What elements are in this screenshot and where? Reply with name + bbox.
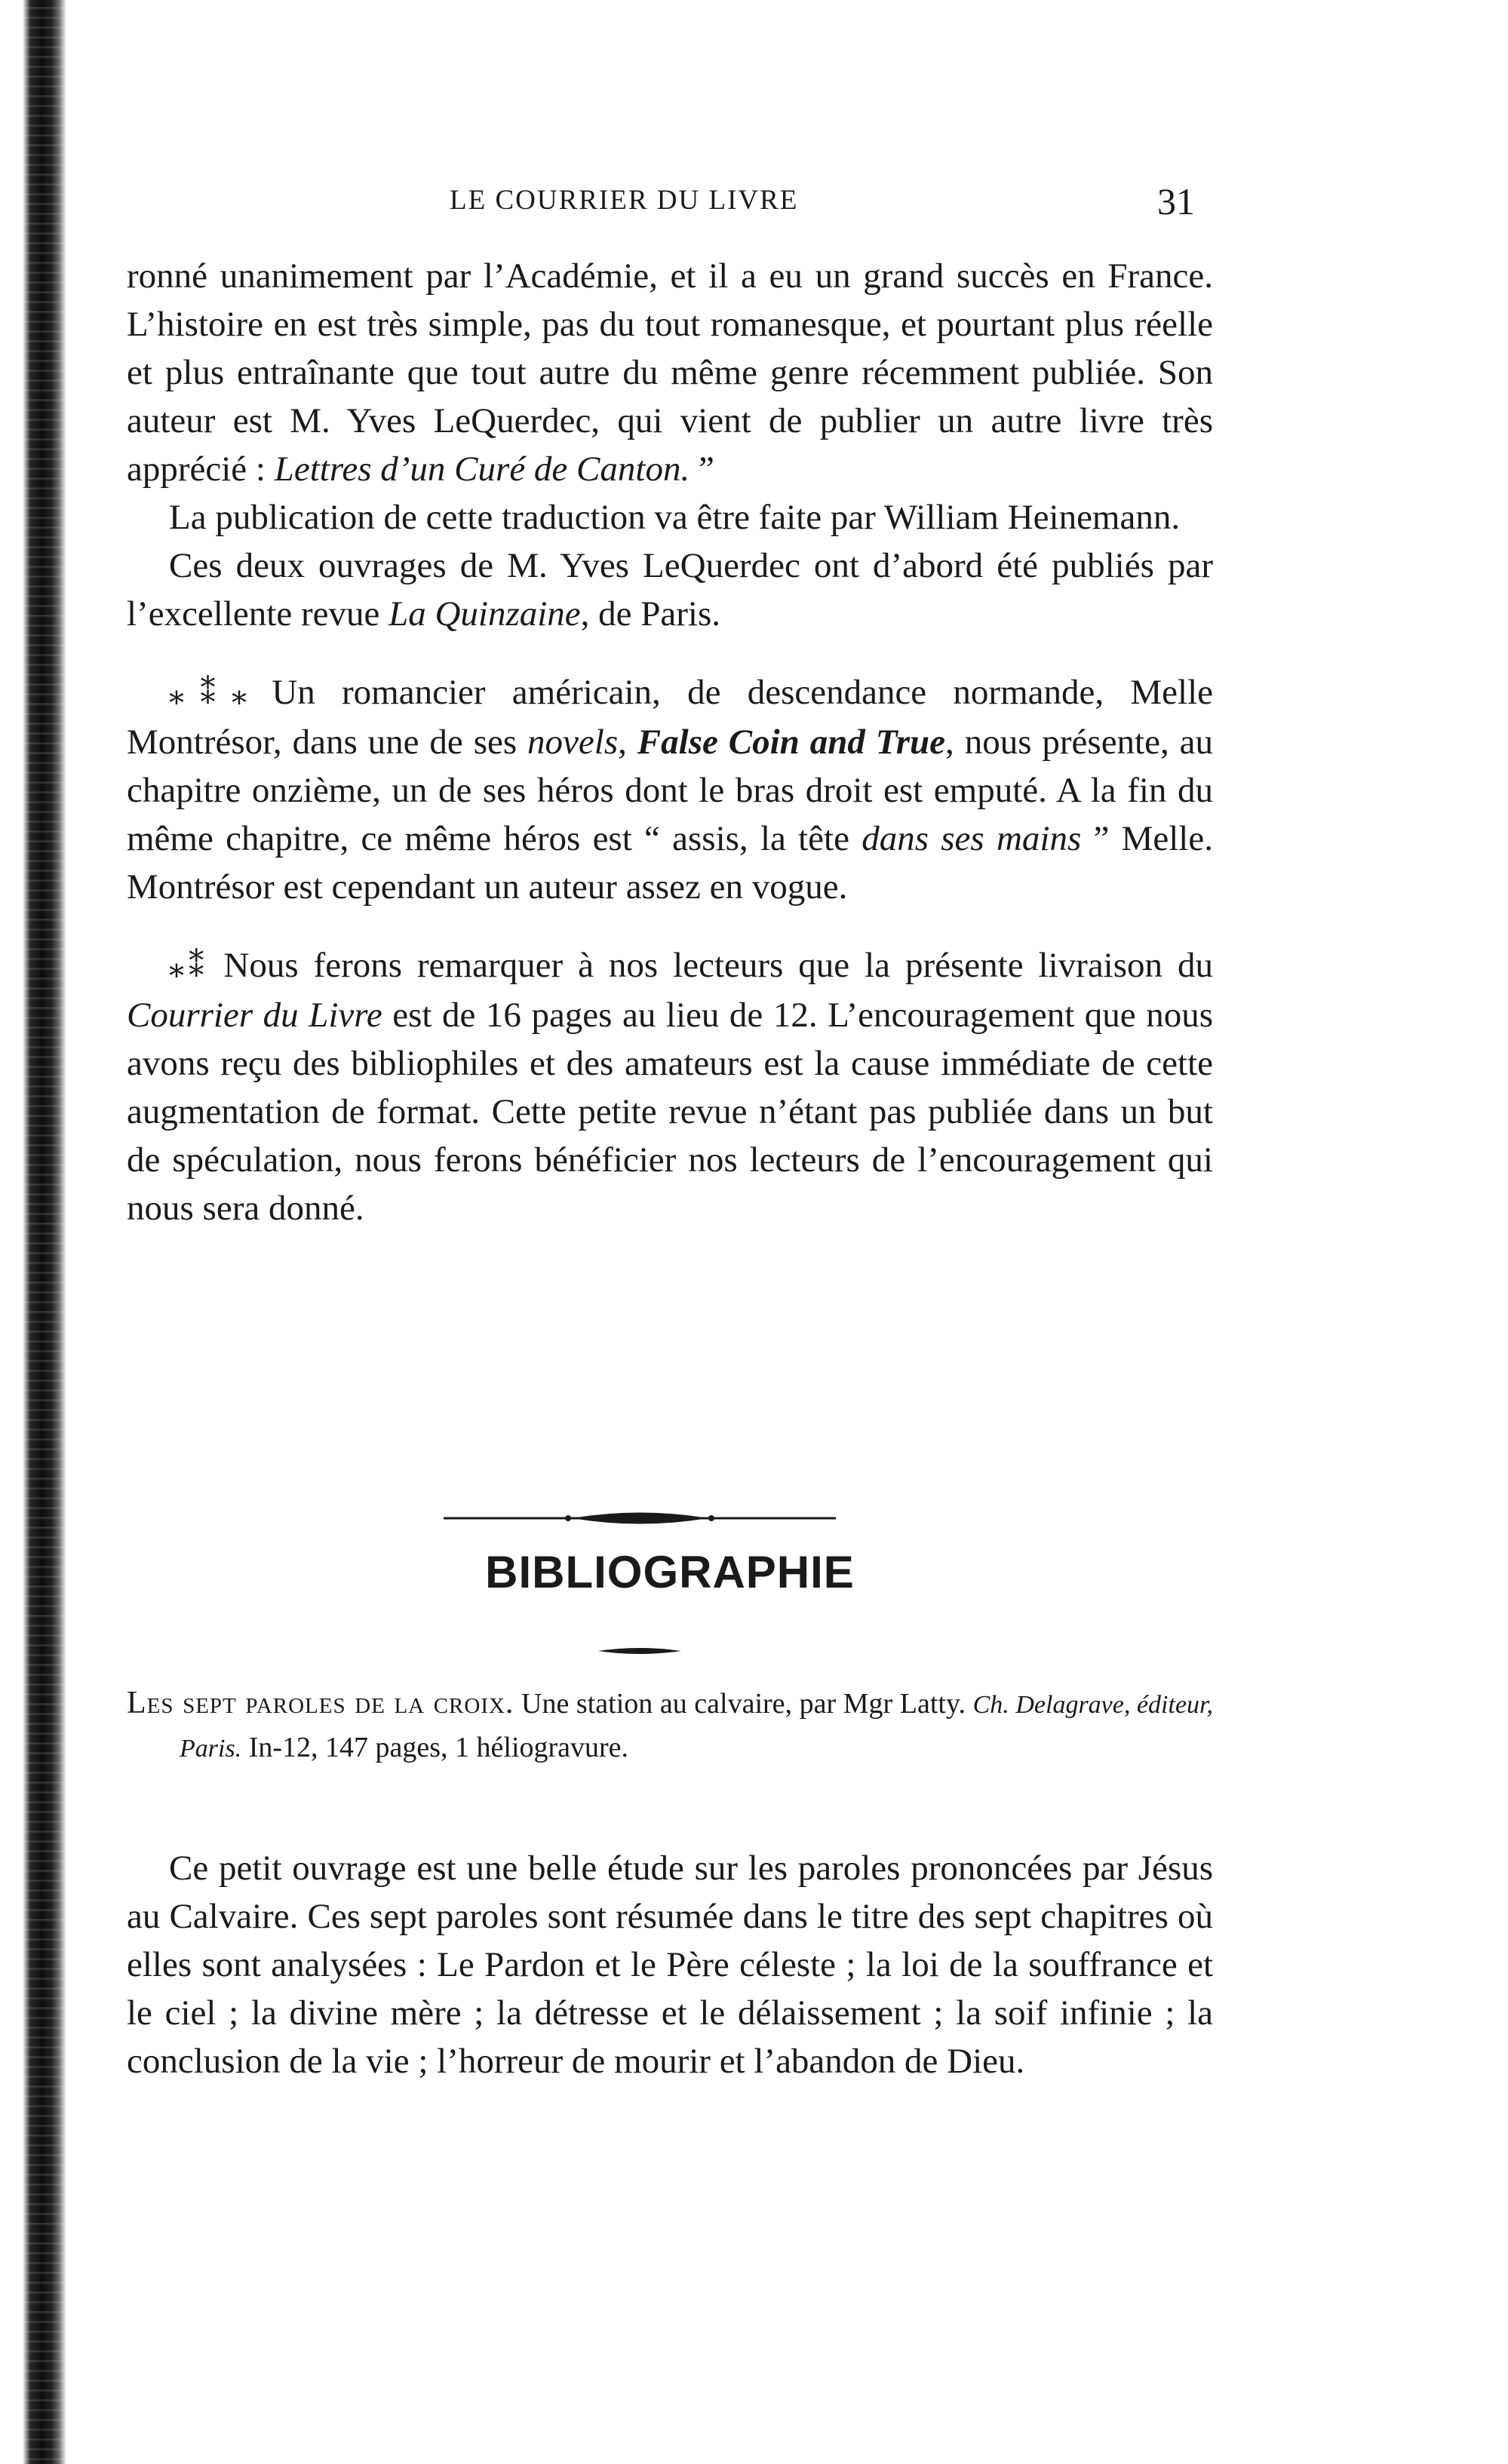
paragraph-4-text-4: ” Melle. Montrésor est cependant un auteur assez en vogue. (127, 819, 1213, 907)
paragraph-3-end: , de Paris. (580, 594, 721, 634)
running-title: LE COURRIER DU LIVRE (450, 185, 799, 216)
paragraph-4-text-1: Un romancier américain, de descendance normande, Melle Montrésor, dans une de ses (127, 673, 1214, 762)
italic-novels: novels (527, 723, 619, 762)
italic-dans-ses-mains: dans ses mains (861, 819, 1082, 858)
paragraph-4 (127, 668, 1213, 911)
asterism: ⁎⁑⁎ (169, 677, 246, 710)
book-title-lettres: Lettres d’un Curé de Canton. (274, 450, 690, 489)
paragraph-2-text: La publication de cette traduction va être faite par William Heinemann. (169, 498, 1181, 537)
entry-subtitle: Une station au calvaire, par Mgr Latty. (514, 1688, 973, 1720)
closing-quote: ” (690, 450, 714, 489)
paragraph-3-text: Ces deux ouvrages de M. Yves LeQuerdec ont d’abord été publiés par l’excellente revue (127, 546, 1213, 634)
running-head (127, 180, 1213, 225)
journal-title: Courrier du Livre (127, 996, 382, 1035)
paragraph-4-text-2: , (618, 723, 637, 762)
bibliography-entry (127, 1682, 1213, 1770)
paragraph-4-text-3: , nous présente, au chapitre onzième, un de ses héros dont le bras droit est emputé. A la fin du même chapitre, ce même héros est “ assis, la tête (127, 723, 1213, 858)
section-heading: BIBLIOGRAPHIE (485, 1547, 855, 1597)
paragraph-3 (127, 542, 1213, 638)
paragraph-1 (127, 252, 1213, 493)
book-title-false-coin: False Coin and True (637, 723, 946, 762)
small-ornament (598, 1646, 681, 1655)
page (127, 0, 1213, 2464)
paragraph-5 (127, 941, 1213, 1232)
paragraph-5-text-1: Nous ferons remarquer à nos lecteurs que la présente livraison du (208, 946, 1213, 985)
revue-title: La Quinzaine (389, 594, 581, 634)
paragraph-1-text: ronné unanimement par l’Académie, et il a eu un grand succès en France. L’histoire en est très simple, pas du tout romanesque, et pourtant plus réelle et plus entraînante que tout autre du même genre récemment publiée. Son auteur est M. Yves LeQuerdec, qui vient de publier un autre livre très apprécié : (127, 256, 1213, 489)
binding-edge (0, 0, 66, 2464)
paragraph-2 (127, 493, 1213, 542)
page-number: 31 (1157, 180, 1195, 222)
paragraph-5-text-2: est de 16 pages au lieu de 12. L’encouragement que nous avons reçu des bibliophiles et des amateurs est la cause immédiate de cette augmentation de format. Cette petite revue n’étant pas publiée dans un but de spéculation, nous ferons bénéficier nos lecteurs de l’encouragement qui nous sera donné. (127, 996, 1213, 1228)
entry-details: In-12, 147 pages, 1 héliogravure. (241, 1732, 629, 1763)
body-text (127, 252, 1213, 1232)
entry-title: Les sept paroles de la croix. (127, 1686, 514, 1720)
asterism: ⁎⁑ (169, 950, 209, 983)
ornament-rule (444, 1507, 836, 1530)
review-paragraph: Ce petit ouvrage est une belle étude sur les paroles prononcées par Jésus au Calvaire. Ces sept paroles sont résumée dans le titre des sept chapitres où elles sont analysées : Le Pardon et le Père céleste ; la loi de la souffrance et le ciel ; la divine mère ; la détresse et le délaissement ; la soif infinie ; la conclusion de la vie ; l’horreur de mourir et l’abandon de Dieu. (127, 1849, 1213, 2081)
entry-publisher: Ch. Delagrave, éditeur, Paris. (180, 1691, 1213, 1763)
